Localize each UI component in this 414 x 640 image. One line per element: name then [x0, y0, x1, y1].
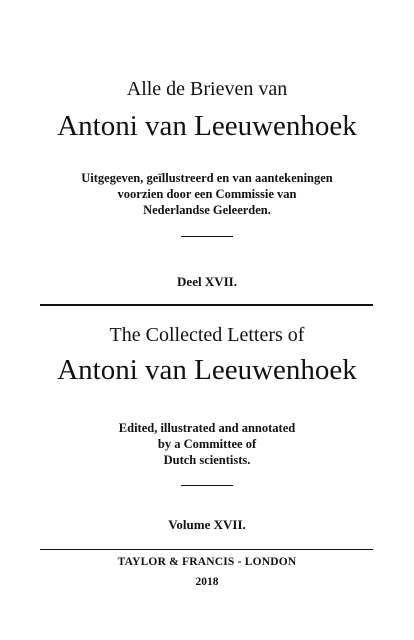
dutch-edited-line: voorzien door een Commissie van	[117, 187, 297, 201]
english-edited-line: by a Committee of	[157, 437, 257, 451]
dutch-edited-line: Nederlandse Geleerden.	[143, 203, 271, 217]
english-edited-by	[0, 420, 414, 468]
english-edited-line: Dutch scientists.	[163, 453, 251, 467]
dutch-volume: Deel XVII.	[177, 274, 237, 289]
english-series-title: The Collected Letters of	[109, 324, 305, 346]
publisher-name: TAYLOR & FRANCIS - LONDON	[117, 556, 297, 568]
dutch-edited-line: Uitgegeven, geïllustreerd en van aantekeningen	[81, 171, 333, 185]
english-volume: Volume XVII.	[168, 517, 246, 532]
dutch-author-name: Antoni van Leeuwenhoek	[57, 110, 357, 142]
dutch-series-title: Alle de Brieven van	[126, 78, 288, 100]
dutch-edited-by	[0, 170, 414, 218]
publisher-divider	[40, 549, 373, 550]
english-short-rule	[181, 485, 233, 486]
english-author-name: Antoni van Leeuwenhoek	[57, 354, 357, 386]
english-edited-line: Edited, illustrated and annotated	[118, 421, 296, 435]
dutch-short-rule	[181, 236, 233, 237]
publication-year: 2018	[195, 576, 219, 588]
section-divider	[40, 304, 373, 306]
